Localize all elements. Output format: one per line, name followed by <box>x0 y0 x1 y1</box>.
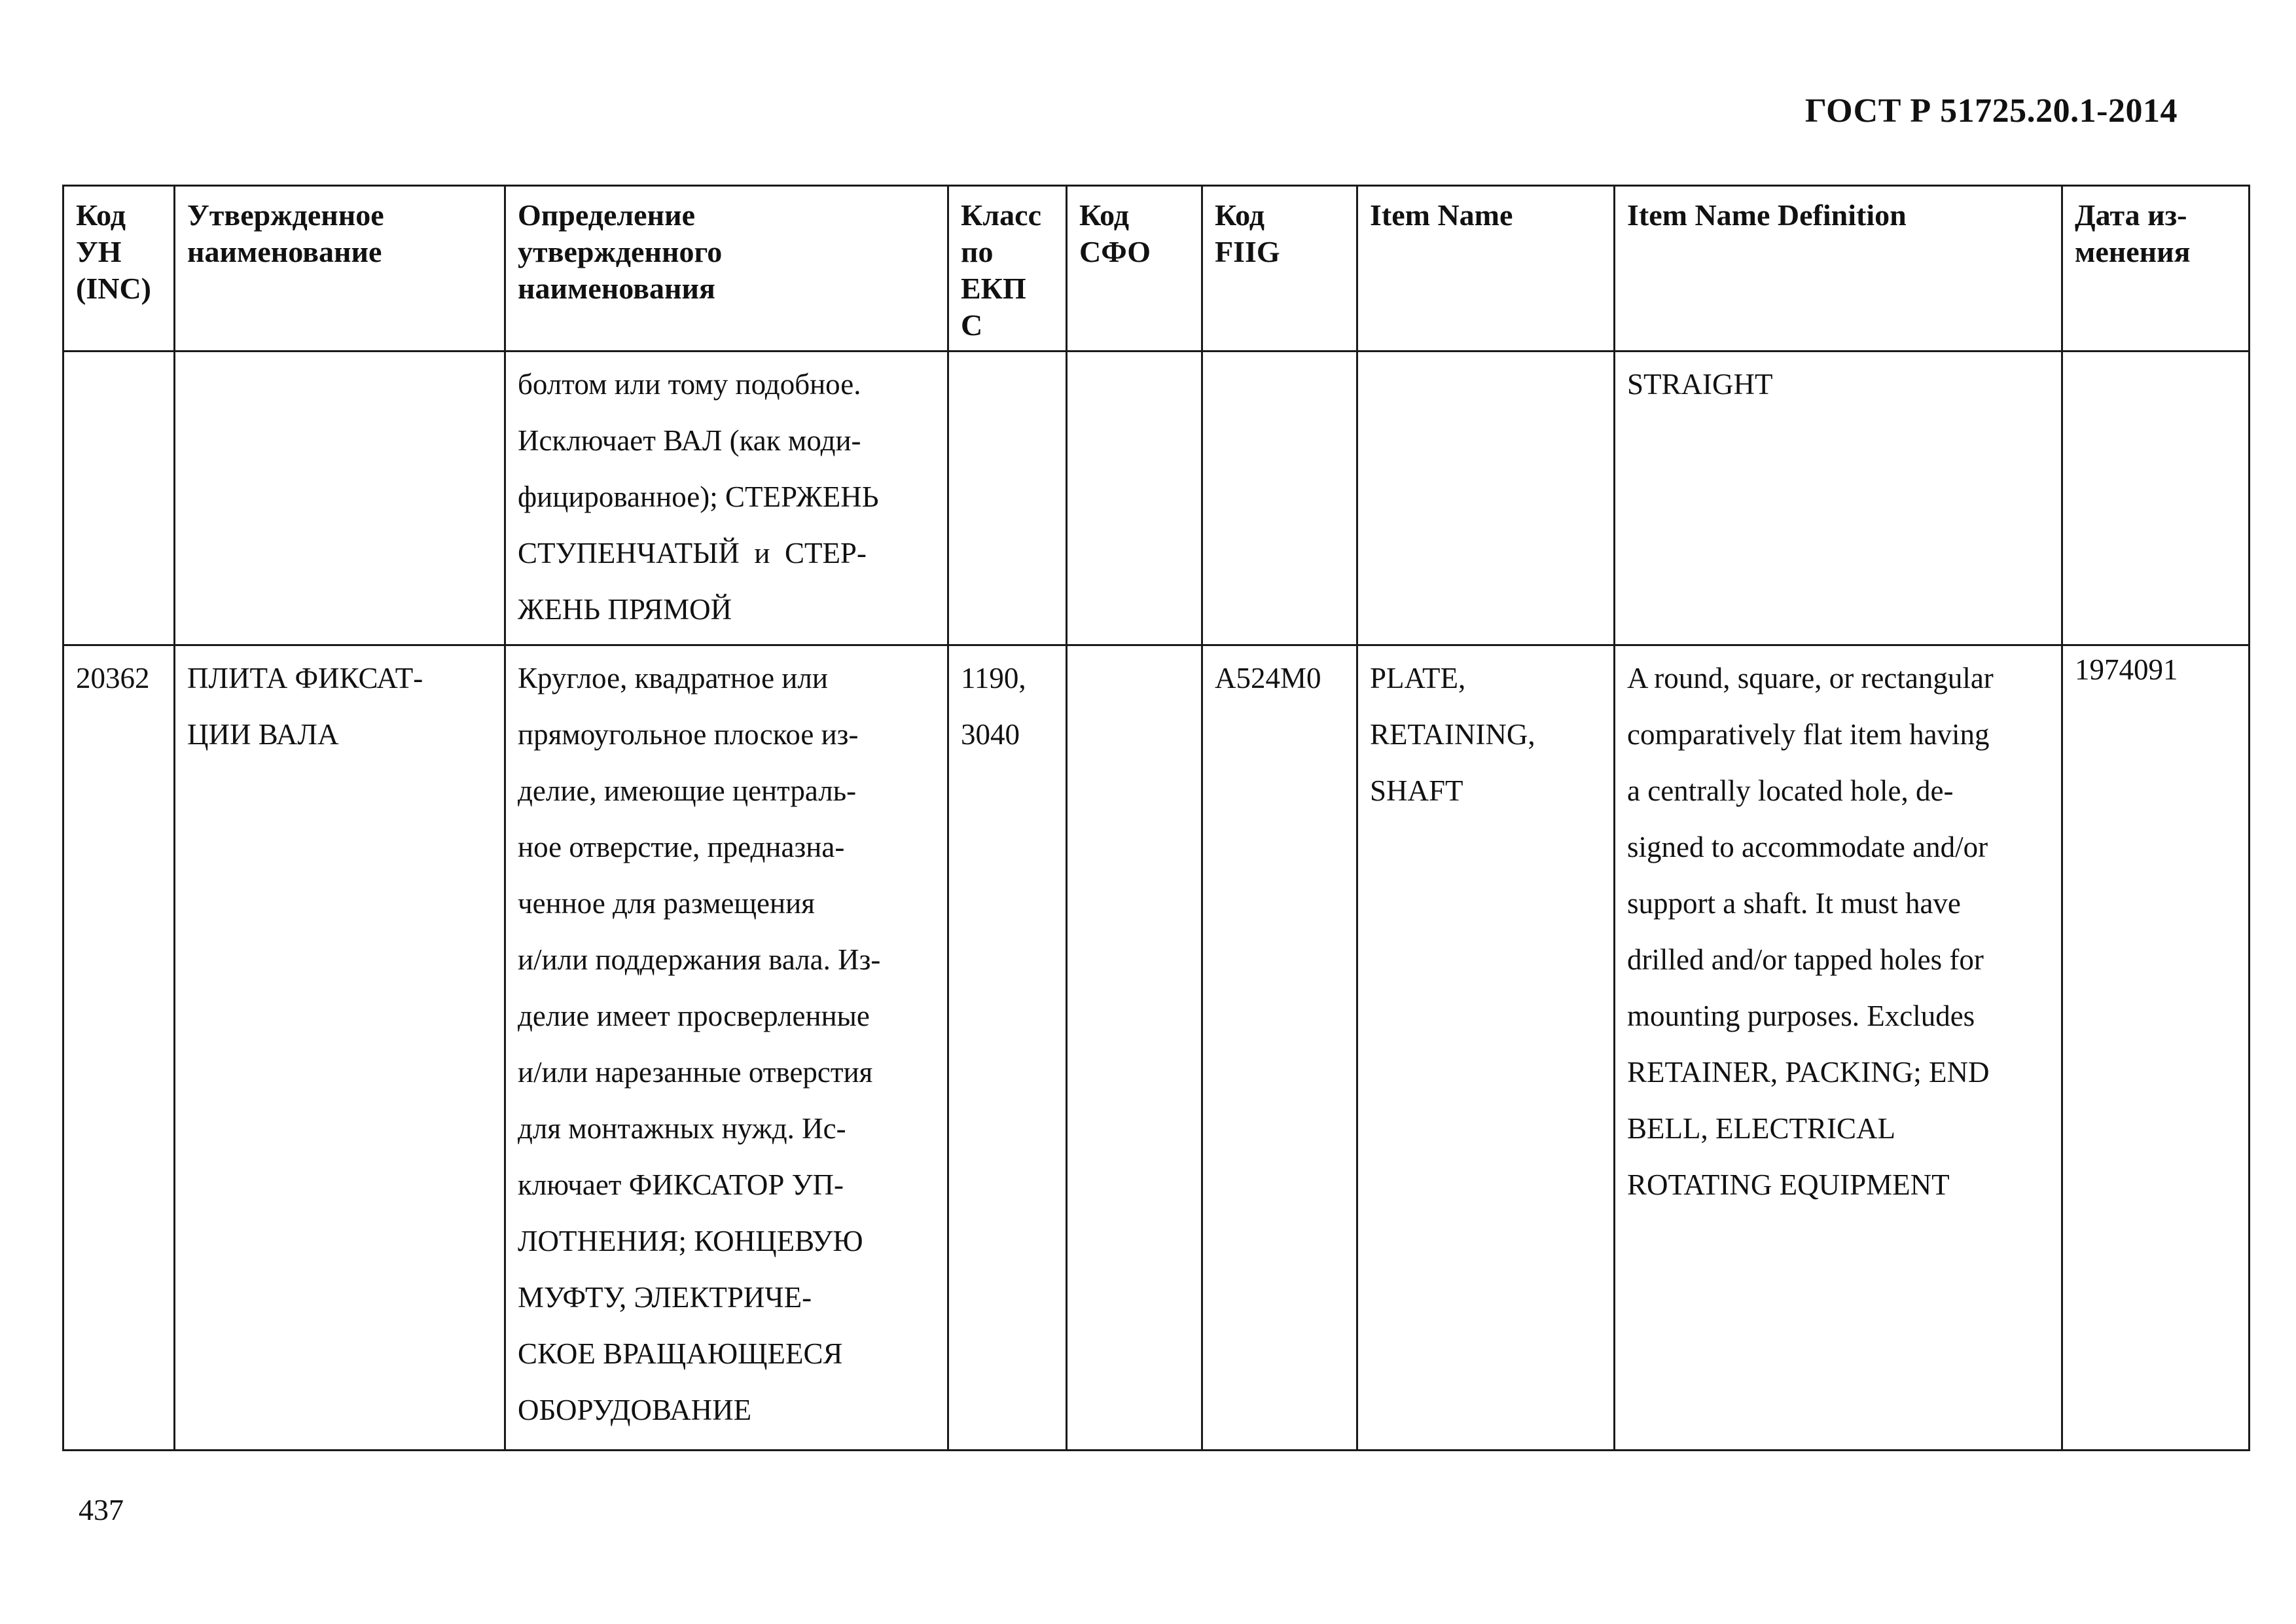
table-row <box>63 352 2250 645</box>
page-number: 437 <box>79 1493 124 1526</box>
header-sfo-code: Код СФО <box>1067 186 1202 352</box>
cell-class <box>948 352 1067 645</box>
cell-change-date: 1974091 <box>2062 645 2250 1451</box>
cell-item-name-definition: A round, square, or rectangular comparatively flat item having a centrally located hole, de- signed to accommodate and/or support a shaft. It must have drilled and/or tapped holes for mounting purposes. Excludes RETAINER, PACKING; END BELL, ELECTRICAL ROTATING EQUIPMENT <box>1615 645 2062 1451</box>
cell-definition: болтом или тому подобное. Исключает ВАЛ (как моди- фицированное); СТЕРЖЕНЬ СТУПЕНЧАТЫЙ и СТЕР- ЖЕНЬ ПРЯМОЙ <box>505 352 948 645</box>
cell-change-date <box>2062 352 2250 645</box>
header-definition: Определение утвержденного наименования <box>505 186 948 352</box>
header-item-name: Item Name <box>1357 186 1615 352</box>
table-header-row <box>63 186 2250 352</box>
table-row <box>63 645 2250 1451</box>
header-inc-code: Код УН (INC) <box>63 186 175 352</box>
cell-class: 1190, 3040 <box>948 645 1067 1451</box>
header-item-name-definition: Item Name Definition <box>1615 186 2062 352</box>
cell-item-name <box>1357 352 1615 645</box>
header-fiig-code: Код FIIG <box>1202 186 1357 352</box>
header-class: Класс по ЕКП С <box>948 186 1067 352</box>
cell-approved-name <box>175 352 505 645</box>
cell-fiig-code <box>1202 352 1357 645</box>
cell-inc-code <box>63 352 175 645</box>
cell-sfo-code <box>1067 352 1202 645</box>
cell-approved-name: ПЛИТА ФИКСАТ- ЦИИ ВАЛА <box>175 645 505 1451</box>
cell-inc-code: 20362 <box>63 645 175 1451</box>
header-change-date: Дата из- менения <box>2062 186 2250 352</box>
cell-sfo-code <box>1067 645 1202 1451</box>
document-code: ГОСТ Р 51725.20.1-2014 <box>1804 92 2178 130</box>
cell-item-name: PLATE, RETAINING, SHAFT <box>1357 645 1615 1451</box>
cell-definition: Круглое, квадратное или прямоугольное плоское из- делие, имеющие централь- ное отверстие, предназна- ченное для размещения и/или поддержания вала. Из- делие имеет просверленные и/или нарезанные отверстия для монтажных нужд. Ис- ключает ФИКСАТОР УП- ЛОТНЕНИЯ; КОНЦЕВУЮ МУФТУ, ЭЛЕКТРИЧЕ- СКОЕ ВРАЩАЮЩЕЕСЯ ОБОРУДОВАНИЕ <box>505 645 948 1451</box>
cell-item-name-definition: STRAIGHT <box>1615 352 2062 645</box>
cell-fiig-code: A524M0 <box>1202 645 1357 1451</box>
header-approved-name: Утвержденное наименование <box>175 186 505 352</box>
nomenclature-table <box>62 185 2250 1451</box>
